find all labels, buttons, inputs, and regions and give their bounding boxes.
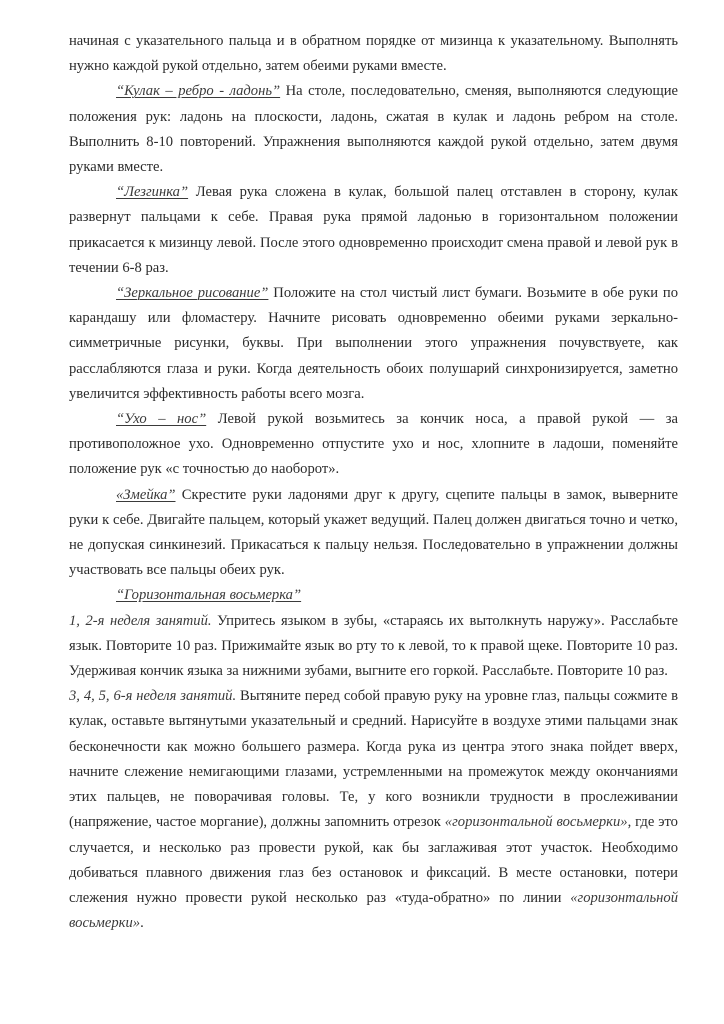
exercise-mirror-drawing [69, 281, 678, 407]
paragraph-text: начиная с указательного пальца и в обратном порядке от мизинца к указательному. Выполнять нужно каждой рукой отдельно, затем обеими руками вместе. [69, 33, 678, 75]
exercise-text: Левой рукой возьмитесь за кончик носа, а правой рукой — за противоположное ухо. Одновременно отпустите ухо и нос, хлопните в ладоши, поменяйте положение рук «с точностью до наоборот». [69, 411, 678, 478]
exercise-title: “Зеркальное рисование” [116, 285, 269, 302]
week-text: Вытяните перед собой правую руку на уровне глаз, пальцы сожмите в кулак, оставьте вытянутыми указательный и средний. Нарисуйте в воздухе этими пальцами знак бесконечности как можно большего размера. Когда рука из центра этого знака пойдет вверх, начните слежение немигающими глазами, устремленными на промежуток между окончаниями этих пальцев, не поворачивая головы. Те, у кого возникли трудности в прослеживании (напряжение, частое моргание), должны запомнить отрезок [69, 688, 678, 831]
exercise-title: “Лезгинка” [116, 184, 189, 201]
exercise-lezginka [69, 180, 678, 281]
emphasis-term: «горизонтальной восьмерки» [69, 889, 678, 932]
week-1-2-paragraph [69, 609, 678, 685]
exercise-text: Левая рука сложена в кулак, большой палец отставлен в сторону, кулак развернут пальцами к себе. Правая рука прямой ладонью в горизонтальном положении прикасается к мизинцу левой. После этого одновременно происходит смена правой и левой рук в течении 6-8 раз. [69, 184, 678, 276]
paragraph-continuation [69, 29, 678, 79]
exercise-snake [69, 483, 678, 584]
week-3-6-paragraph [69, 684, 678, 936]
emphasis-term: «горизонтальной восьмерки» [444, 814, 628, 831]
exercise-title: “Ухо – нос” [116, 411, 207, 428]
week-label: 1, 2-я неделя занятий. [69, 612, 212, 629]
section-heading: “Горизонтальная восьмерка” [116, 587, 302, 604]
exercise-text: На столе, последовательно, сменяя, выполняются следующие положения рук: ладонь на плоскости, ладонь, сжатая в кулак и ладонь ребром на столе. Выполнить 8-10 повторений. Упражнения выполняются каждой рукой отдельно, затем двумя руками вместе. [69, 83, 678, 176]
week-text: , где это случается, и несколько раз провести рукой, как бы заглаживая этот участок. Необходимо добиваться плавного движения глаз без остановок и фиксаций. В месте остановки, потери слежения нужно провести рукой несколько раз «туда-обратно» по линии [69, 814, 678, 906]
exercise-text: Скрестите руки ладонями друг к другу, сцепите пальцы в замок, выверните руки к себе. Двигайте пальцем, который укажет ведущий. Палец должен двигаться точно и четко, не допуская синкинезий. Прикасаться к пальцу нельзя. Последовательно в упражнении должны участвовать все пальцы обеих рук. [69, 486, 678, 579]
exercise-text: Положите на стол чистый лист бумаги. Возьмите в обе руки по карандашу или фломастеру. Начните рисовать одновременно обеими руками зеркально-симметричные рисунки, буквы. При выполнении этого упражнения почувствуете, как расслабляются глаза и руки. Когда деятельность обоих полушарий синхронизируется, заметно увеличится эффективность работы всего мозга. [69, 285, 678, 402]
week-text: . [140, 915, 144, 932]
week-label: 3, 4, 5, 6-я неделя занятий. [69, 688, 237, 705]
exercise-ear-nose [69, 407, 678, 483]
exercise-title: “Кулак – ребро - ладонь” [116, 83, 281, 100]
week-text: Упритесь языком в зубы, «стараясь их вытолкнуть наружу». Расслабьте язык. Повторите 10 раз. Прижимайте язык во рту то к левой, то к правой щеке. Повторите 10 раз. Удерживая кончик языка за нижними зубами, выгните его горкой. Расслабьте. Повторите 10 раз. [69, 612, 678, 680]
exercise-fist-edge-palm [69, 79, 678, 180]
exercise-title: «Змейка” [116, 486, 176, 503]
section-heading-horizontal-eight [69, 583, 678, 608]
